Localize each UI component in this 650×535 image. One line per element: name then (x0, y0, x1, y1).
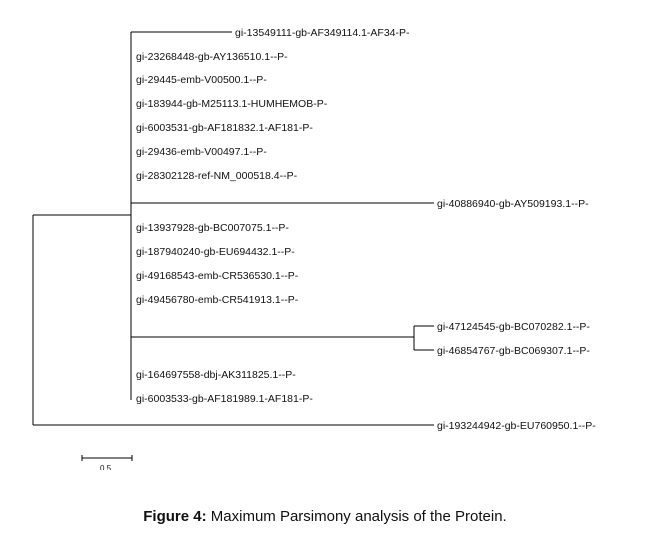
leaf-label: gi-13549111-gb-AF349114.1-AF34-P- (235, 27, 410, 39)
leaf-labels (136, 27, 596, 432)
leaf-label: gi-49168543-emb-CR536530.1--P- (136, 270, 299, 282)
leaf-label: gi-29445-emb-V00500.1--P- (136, 74, 267, 86)
leaf-label: gi-23268448-gb-AY136510.1--P- (136, 51, 288, 63)
scale-bar-label: 0.5 (100, 464, 112, 470)
leaf-label: gi-164697558-dbj-AK311825.1--P- (136, 369, 296, 381)
leaf-label: gi-6003533-gb-AF181989.1-AF181-P- (136, 393, 313, 405)
leaf-label: gi-13937928-gb-BC007075.1--P- (136, 222, 289, 234)
figure-caption-text: Maximum Parsimony analysis of the Protein. (210, 508, 507, 525)
figure-caption-label: Figure 4: (143, 508, 207, 525)
figure-caption (0, 508, 650, 525)
leaf-label: gi-47124545-gb-BC070282.1--P- (437, 321, 590, 333)
leaf-label: gi-40886940-gb-AY509193.1--P- (437, 198, 589, 210)
leaf-label: gi-49456780-emb-CR541913.1--P- (136, 294, 299, 306)
leaf-label: gi-183944-gb-M25113.1-HUMHEMOB-P- (136, 98, 328, 110)
leaf-label: gi-6003531-gb-AF181832.1-AF181-P- (136, 122, 313, 134)
leaf-label: gi-29436-emb-V00497.1--P- (136, 146, 267, 158)
leaf-label: gi-28302128-ref-NM_000518.4--P- (136, 170, 298, 182)
leaf-label: gi-193244942-gb-EU760950.1--P- (437, 420, 596, 432)
scale-bar (82, 455, 132, 470)
leaf-label: gi-187940240-gb-EU694432.1--P- (136, 246, 295, 258)
leaf-label: gi-46854767-gb-BC069307.1--P- (437, 345, 590, 357)
